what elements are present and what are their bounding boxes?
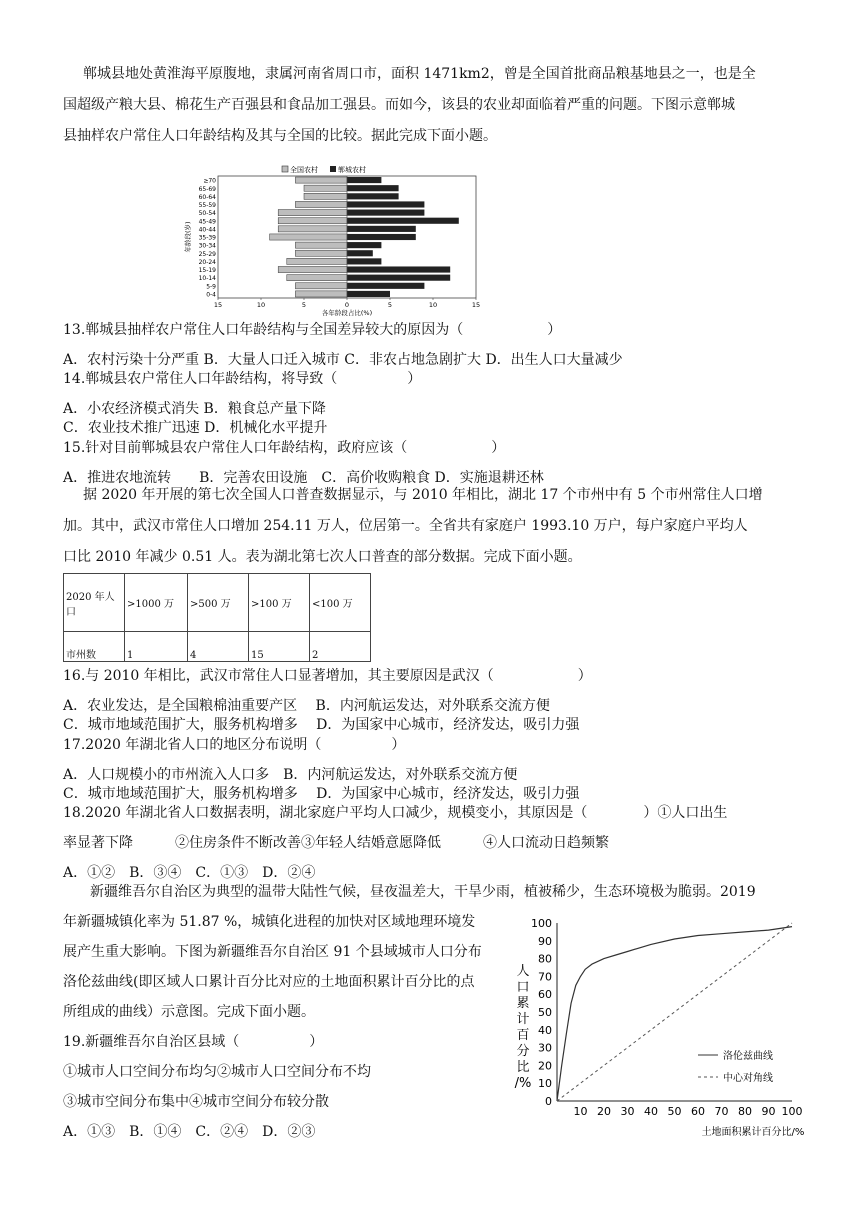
pyramid-x-tick-label: 0 [344, 301, 350, 309]
passage-3-line-5: 所组成的曲线）示意图。完成下面小题。 [63, 1004, 315, 1020]
lorenz-curve-chart [505, 905, 825, 1145]
q16-options-cd: C．城市地域范围扩大，服务机构增多 D．为国家中心城市，经济发达，吸引力强 [63, 717, 580, 733]
q13-options: A．农村污染十分严重 B．大量人口迁入城市 C．非农占地急剧扩大 D．出生人口大量减少 [63, 352, 623, 368]
passage-2-line-1: 据 2020 年开展的第七次全国人口普查数据显示，与 2010 年相比，湖北 17 个市州中有 5 个市州常住人口增 [83, 487, 763, 503]
legend-national-swatch [282, 166, 288, 172]
lorenz-x-tick-label: 10 [573, 1105, 588, 1118]
table-cell: 1 [125, 632, 188, 662]
lorenz-y-axis-label-char: 累 [516, 996, 530, 1011]
pyramid-bar-dancheng [347, 226, 416, 232]
q15-options: A．推进农地流转 B．完善农田设施 C．高价收购粮食 D．实施退耕还林 [63, 470, 544, 486]
table-header-cell: >1000 万 [125, 574, 188, 632]
table-header-row [64, 574, 371, 632]
lorenz-y-tick-label: 90 [538, 934, 552, 948]
q14-options-cd: C．农业技术推广迅速 D．机械化水平提升 [63, 420, 328, 436]
table-cell: 4 [188, 632, 249, 662]
table-header-cell: <100 万 [310, 574, 371, 632]
q14-stem: 14.郸城县农户常住人口年龄结构，将导致（ ） [63, 371, 422, 387]
table-header-cell: 2020 年人口 [64, 574, 125, 632]
q13-stem: 13.郸城县抽样农户常住人口年龄结构与全国差异较大的原因为（ ） [63, 322, 562, 338]
pyramid-age-tick-label: 45-49 [198, 218, 216, 226]
lorenz-y-axis-label-char: 口 [516, 980, 530, 995]
passage-1-line-2: 国超级产粮大县、棉花生产百强县和食品加工强县。而如今，该县的农业却面临着严重的问题。下图示意郸城 [63, 97, 735, 113]
passage-2 [63, 480, 763, 573]
hubei-census-table [63, 573, 371, 662]
lorenz-y-tick-label: 80 [538, 952, 552, 966]
pyramid-bar-dancheng [347, 234, 416, 240]
pyramid-legend [282, 165, 366, 174]
pyramid-bar-dancheng [347, 193, 399, 199]
passage-1 [63, 59, 756, 152]
pyramid-bar-dancheng [347, 258, 381, 264]
pyramid-age-tick-label: 25-29 [198, 250, 216, 258]
pyramid-bar-national [278, 218, 347, 224]
pyramid-bar-national [278, 226, 347, 232]
pyramid-bar-dancheng [347, 185, 399, 191]
pyramid-x-tick-label: 10 [428, 301, 438, 309]
lorenz-y-axis-label-char: 人 [516, 964, 530, 979]
q18-stem-line-1: 18.2020 年湖北省人口数据表明，湖北家庭户平均人口减少，规模变小，其原因是（ ）①人口出生 [63, 805, 728, 821]
pyramid-bar-national [304, 185, 347, 191]
legend-dancheng-swatch [330, 166, 336, 172]
pyramid-age-tick-label: 50-54 [198, 210, 216, 218]
pyramid-bar-dancheng [347, 291, 390, 297]
pyramid-x-tick-label: 10 [256, 301, 266, 309]
legend-national-label: 全国农村 [290, 166, 318, 174]
passage-1-line-1: 郸城县地处黄淮海平原腹地，隶属河南省周口市，面积 1471km2，曾是全国首批商品粮基地县之一，也是全 [83, 66, 756, 82]
lorenz-x-tick-label: 90 [761, 1105, 776, 1118]
passage-3-line-4: 洛伦兹曲线(即区域人口累计百分比对应的土地面积累计百分比的点 [63, 974, 475, 990]
table-cell: 市州数 [64, 632, 125, 662]
passage-2-line-3: 口比 2010 年减少 0.51 人。表为湖北第七次人口普查的部分数据。完成下面小题。 [63, 549, 582, 565]
lorenz-x-tick-label: 40 [644, 1105, 658, 1118]
lorenz-x-tick-label: 70 [714, 1105, 729, 1118]
table-cell: 15 [249, 632, 310, 662]
passage-3-line-3: 展产生重大影响。下图为新疆维吾尔自治区 91 个县域城市人口分布 [63, 944, 482, 960]
q19-options-34: ③城市空间分布集中④城市空间分布较分散 [63, 1094, 329, 1110]
pyramid-bar-national [270, 234, 347, 240]
lorenz-y-tick-label: 30 [538, 1041, 552, 1055]
passage-1-line-3: 县抽样农户常住人口年龄结构及其与全国的比较。据此完成下面小题。 [63, 128, 497, 144]
q15-stem: 15.针对目前郸城县农户常住人口年龄结构，政府应该（ ） [63, 440, 506, 456]
lorenz-legend [698, 1049, 773, 1084]
q18-options: A．①② B．③④ C．①③ D．②④ [63, 865, 316, 881]
pyramid-bar-dancheng [347, 210, 424, 216]
lorenz-y-tick-label: 50 [538, 1006, 552, 1019]
pyramid-bar-national [304, 193, 347, 199]
legend-dancheng-label: 郸城农村 [338, 166, 366, 174]
lorenz-y-tick-label: 70 [538, 970, 552, 984]
lorenz-x-tick-label: 100 [781, 1105, 803, 1118]
q16-stem: 16.与 2010 年相比，武汉市常住人口显著增加，其主要原因是武汉（ ） [63, 668, 592, 684]
pyramid-age-tick-label: 0-4 [206, 291, 216, 299]
pyramid-bar-dancheng [347, 201, 424, 207]
pyramid-bar-national [287, 258, 347, 264]
legend-diagonal-label: 中心对角线 [723, 1073, 773, 1084]
pyramid-bar-national [295, 201, 347, 207]
pyramid-bar-national [278, 266, 347, 272]
pyramid-bar-national [295, 283, 347, 289]
lorenz-x-tick-label: 30 [620, 1105, 635, 1118]
pyramid-x-tick-label: 5 [301, 301, 307, 309]
pyramid-age-tick-label: 30-34 [198, 242, 216, 250]
lorenz-y-tick-label: 20 [538, 1059, 552, 1073]
pyramid-bar-dancheng [347, 218, 459, 224]
lorenz-x-tick-label: 50 [667, 1105, 682, 1118]
pyramid-x-tick-label: 15 [471, 301, 481, 309]
lorenz-y-tick-label: 100 [531, 917, 552, 930]
pyramid-age-tick-label: 40-44 [198, 226, 216, 234]
lorenz-y-tick-label: 40 [538, 1023, 552, 1037]
lorenz-y-tick-label: 60 [538, 988, 552, 1002]
lorenz-y-axis-label-char: 百 [516, 1028, 530, 1043]
pyramid-bar-dancheng [347, 275, 450, 281]
pyramid-x-tick-label: 5 [387, 301, 393, 309]
table-header-cell: >500 万 [188, 574, 249, 632]
lorenz-y-axis-label-char: 比 [516, 1060, 530, 1075]
q18-stem-line-2: 率显著下降 ②住房条件不断改善③年轻人结婚意愿降低 ④人口流动日趋频繁 [63, 835, 609, 851]
pyramid-x-tick-label: 15 [213, 301, 223, 309]
pyramid-age-tick-label: 60-64 [198, 193, 216, 201]
lorenz-y-axis-label [515, 964, 532, 1091]
pyramid-bar-national [295, 291, 347, 297]
pyramid-bar-dancheng [347, 242, 381, 248]
pyramid-y-axis-label: 年龄段(岁) [184, 221, 192, 253]
pyramid-bar-dancheng [347, 250, 373, 256]
pyramid-age-tick-label: 5-9 [206, 283, 216, 291]
pyramid-bar-national [295, 250, 347, 256]
lorenz-y-tick-label: 0 [545, 1095, 552, 1108]
lorenz-x-axis-label: 土地面积累计百分比/% [701, 1127, 805, 1138]
lorenz-x-tick-label: 60 [691, 1105, 705, 1118]
q16-options-ab: A．农业发达，是全国粮棉油重要产区 B．内河航运发达，对外联系交流方便 [63, 698, 550, 714]
q17-stem: 17.2020 年湖北省人口的地区分布说明（ ） [63, 737, 406, 753]
lorenz-x-tick-label: 80 [738, 1105, 752, 1118]
pyramid-bar-national [287, 275, 347, 281]
lorenz-y-axis-label-char: 计 [516, 1012, 530, 1027]
pyramid-bar-national [278, 210, 347, 216]
q19-options-12: ①城市人口空间分布均匀②城市人口空间分布不均 [63, 1064, 371, 1080]
passage-3-line-1: 新疆维吾尔自治区为典型的温带大陆性气候，昼夜温差大，干旱少雨，植被稀少，生态环境极为脆弱。2019 [90, 884, 756, 900]
table-cell: 2 [310, 632, 371, 662]
pyramid-bar-national [295, 177, 347, 183]
lorenz-x-tick-label: 20 [597, 1105, 611, 1118]
q19-stem: 19.新疆维吾尔自治区县域（ ） [63, 1034, 324, 1050]
table-row [64, 632, 371, 662]
passage-3-line-2: 年新疆城镇化率为 51.87 %，城镇化进程的加快对区域地理环境发 [63, 914, 476, 930]
legend-curve-label: 洛伦兹曲线 [723, 1051, 773, 1062]
pyramid-age-tick-label: 55-59 [198, 202, 216, 210]
pyramid-age-tick-label: 20-24 [198, 258, 216, 266]
passage-2-line-2: 加。其中，武汉市常住人口增加 254.11 万人，位居第一。全省共有家庭户 1993.10 万户，每户家庭户平均人 [63, 518, 748, 534]
pyramid-bar-national [295, 242, 347, 248]
q14-options-ab: A．小农经济模式消失 B．粮食总产量下降 [63, 401, 326, 417]
pyramid-age-tick-label: 65-69 [198, 185, 216, 193]
pyramid-x-axis-label: 各年龄段占比(%) [321, 309, 373, 316]
pyramid-age-tick-label: 35-39 [198, 234, 216, 242]
table-header-cell: >100 万 [249, 574, 310, 632]
lorenz-y-axis-label-char: 分 [516, 1044, 530, 1059]
q17-options-ab: A．人口规模小的市州流入人口多 B．内河航运发达，对外联系交流方便 [63, 767, 518, 783]
lorenz-y-axis-label-char: /% [514, 1076, 532, 1091]
lorenz-y-tick-label: 10 [538, 1077, 552, 1091]
q19-options: A．①③ B．①④ C．②④ D．②③ [63, 1124, 316, 1140]
q17-options-cd: C．城市地域范围扩大，服务机构增多 D．为国家中心城市，经济发达，吸引力强 [63, 786, 580, 802]
pyramid-age-tick-label: 10-14 [198, 275, 216, 283]
population-pyramid-chart [180, 158, 490, 316]
pyramid-age-tick-label: 15-19 [198, 267, 216, 275]
pyramid-age-tick-label: ≥70 [203, 177, 216, 185]
pyramid-bar-dancheng [347, 283, 424, 289]
pyramid-bar-dancheng [347, 266, 450, 272]
pyramid-bar-dancheng [347, 177, 381, 183]
